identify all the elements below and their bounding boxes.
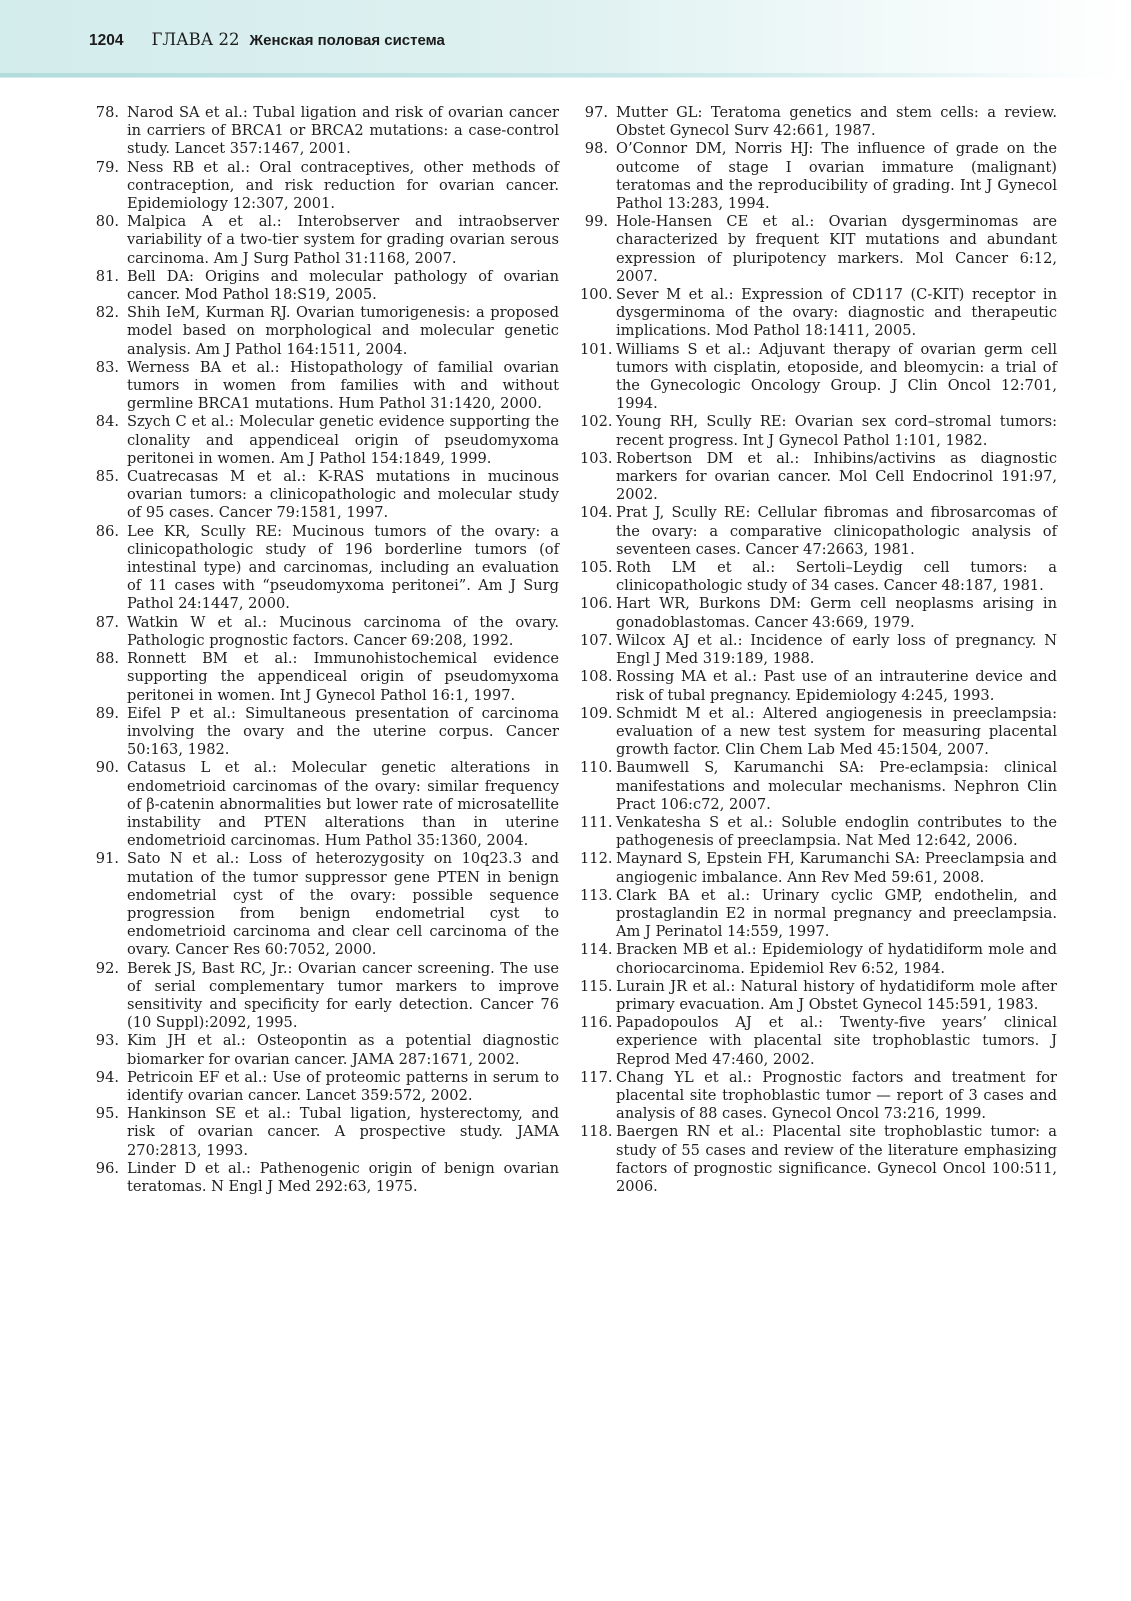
reference-number: 111.: [580, 813, 613, 831]
reference-text: Clark BA et al.: Urinary cyclic GMP, endothelin, and prostaglandin E2 in normal pregnancy and preeclampsia. Am J Perinatol 14:559, 1997.: [616, 886, 1057, 941]
reference-text: Rossing MA et al.: Past use of an intrauterine device and risk of tubal pregnancy. Epidemiology 4:245, 1993.: [616, 668, 1057, 704]
reference-text: Kim JH et al.: Osteopontin as a potential diagnostic biomarker for ovarian cancer. JAMA 287:1671, 2002.: [127, 1032, 559, 1068]
reference-item: [580, 413, 1057, 449]
reference-number: 114.: [580, 941, 613, 959]
reference-text: Berek JS, Bast RC, Jr.: Ovarian cancer screening. The use of serial complementary tumor markers to improve sensitivity and specificity for early detection. Cancer 76 (10 Suppl):2092, 1995.: [127, 959, 559, 1032]
reference-item: [580, 559, 1057, 595]
reference-number: 105.: [580, 559, 613, 577]
reference-number: 107.: [580, 631, 613, 649]
reference-number: 81.: [95, 267, 119, 285]
reference-text: Szych C et al.: Molecular genetic evidence supporting the clonality and appendiceal origin of pseudomyxoma peritonei in women. Am J Pathol 154:1849, 1999.: [127, 413, 559, 467]
reference-number: 86.: [95, 522, 119, 540]
reference-number: 104.: [580, 504, 613, 522]
reference-text: Baergen RN et al.: Placental site trophoblastic tumor: a study of 55 cases and review of the literature emphasizing factors of prognostic significance. Gynecol Oncol 100:511, 2006.: [616, 1123, 1057, 1195]
reference-item: [580, 595, 1057, 631]
reference-number: 91.: [95, 850, 119, 868]
reference-text: Mutter GL: Teratoma genetics and stem cells: a review. Obstet Gynecol Surv 42:661, 1987.: [616, 104, 1057, 140]
reference-text: Werness BA et al.: Histopathology of familial ovarian tumors in women from families with and without germline BRCA1 mutations. Hum Pathol 31:1420, 2000.: [127, 358, 559, 413]
reference-item: [580, 341, 1057, 414]
reference-item: [580, 941, 1057, 977]
reference-number: 94.: [95, 1068, 119, 1086]
reference-item: [95, 960, 559, 1033]
reference-text: Ness RB et al.: Oral contraceptives, other methods of contraception, and risk reduction for ovarian cancer. Epidemiology 12:307, 2001.: [127, 158, 559, 213]
reference-item: [95, 104, 559, 159]
reference-text: Hankinson SE et al.: Tubal ligation, hysterectomy, and risk of ovarian cancer. A prospective study. JAMA 270:2813, 1993.: [127, 1105, 559, 1159]
reference-text: Narod SA et al.: Tubal ligation and risk of ovarian cancer in carriers of BRCA1 or BRCA2 mutations: a case-control study. Lancet 357:1467, 2001.: [127, 104, 559, 158]
reference-number: 102.: [580, 413, 613, 431]
reference-number: 99.: [584, 213, 608, 231]
page-number: 1204: [89, 32, 124, 49]
reference-number: 103.: [580, 449, 613, 467]
reference-text: Maynard S, Epstein FH, Karumanchi SA: Preeclampsia and angiogenic imbalance. Ann Rev Med 59:61, 2008.: [616, 850, 1057, 886]
reference-item: [580, 504, 1057, 559]
references-column-left: [95, 104, 559, 1196]
reference-number: 101.: [580, 340, 613, 358]
reference-number: 118.: [580, 1123, 613, 1141]
reference-text: Schmidt M et al.: Altered angiogenesis in preeclampsia: evaluation of a new test system for measuring placental growth factor. Clin Chem Lab Med 45:1504, 2007.: [616, 704, 1057, 759]
reference-item: [580, 632, 1057, 668]
reference-text: Prat J, Scully RE: Cellular fibromas and fibrosarcomas of the ovary: a comparative clinicopathologic analysis of seventeen cases. Cancer 47:2663, 1981.: [616, 504, 1057, 558]
reference-text: Cuatrecasas M et al.: K-RAS mutations in mucinous ovarian tumors: a clinicopathologic and molecular study of 95 cases. Cancer 79:1581, 1997.: [127, 468, 559, 522]
reference-item: [580, 140, 1057, 213]
reference-text: Young RH, Scully RE: Ovarian sex cord–stromal tumors: recent progress. Int J Gynecol Pathol 1:101, 1982.: [616, 413, 1057, 449]
running-head: [89, 29, 445, 51]
references-column-right: [580, 104, 1057, 1196]
reference-item: [95, 523, 559, 614]
reference-number: 112.: [580, 850, 613, 868]
header-rule: [0, 73, 1131, 77]
reference-number: 83.: [95, 358, 119, 376]
reference-text: Roth LM et al.: Sertoli–Leydig cell tumors: a clinicopathologic study of 34 cases. Cancer 48:187, 1981.: [616, 559, 1057, 595]
reference-item: [95, 650, 559, 705]
reference-item: [95, 614, 559, 650]
reference-item: [95, 850, 559, 959]
reference-item: [95, 759, 559, 850]
reference-number: 89.: [95, 704, 119, 722]
reference-item: [580, 759, 1057, 814]
reference-text: Lee KR, Scully RE: Mucinous tumors of the ovary: a clinicopathologic study of 196 borderline tumors (of intestinal type) and carcinomas, including an evaluation of 11 cases with “pseudomyxoma peritonei”. Am J Surg Pathol 24:1447, 2000.: [127, 522, 559, 613]
reference-number: 87.: [95, 613, 119, 631]
reference-item: [580, 1014, 1057, 1069]
reference-text: Linder D et al.: Pathenogenic origin of benign ovarian teratomas. N Engl J Med 292:63, 1975.: [127, 1159, 559, 1195]
reference-number: 106.: [580, 595, 613, 613]
reference-item: [580, 850, 1057, 886]
reference-number: 98.: [584, 140, 608, 158]
reference-item: [95, 705, 559, 760]
reference-item: [95, 213, 559, 268]
reference-item: [580, 450, 1057, 505]
reference-number: 90.: [95, 759, 119, 777]
reference-text: Hole-Hansen CE et al.: Ovarian dysgerminomas are characterized by frequent KIT mutations and abundant expression of pluripotency markers. Mol Cancer 6:12, 2007.: [616, 213, 1057, 285]
reference-number: 78.: [95, 104, 119, 121]
reference-number: 108.: [580, 668, 613, 686]
reference-item: [95, 268, 559, 304]
chapter-title: Женская половая система: [249, 32, 445, 49]
reference-item: [580, 705, 1057, 760]
reference-number: 110.: [580, 759, 613, 777]
reference-text: Bell DA: Origins and molecular pathology of ovarian cancer. Mod Pathol 18:S19, 2005.: [127, 267, 559, 304]
reference-item: [95, 304, 559, 359]
reference-item: [95, 413, 559, 468]
reference-number: 93.: [95, 1032, 119, 1050]
reference-item: [580, 814, 1057, 850]
reference-number: 100.: [580, 286, 613, 304]
reference-text: Shih IeM, Kurman RJ. Ovarian tumorigenesis: a proposed model based on morphological and molecular genetic analysis. Am J Pathol 164:1511, 2004.: [127, 304, 559, 358]
page-header: [0, 0, 1131, 78]
reference-item: [580, 286, 1057, 341]
reference-text: Venkatesha S et al.: Soluble endoglin contributes to the pathogenesis of preeclampsia. Nat Med 12:642, 2006.: [616, 813, 1057, 850]
reference-text: Wilcox AJ et al.: Incidence of early loss of pregnancy. N Engl J Med 319:189, 1988.: [616, 631, 1057, 668]
reference-item: [580, 668, 1057, 704]
reference-number: 115.: [580, 977, 613, 995]
reference-item: [580, 213, 1057, 286]
reference-text: Bracken MB et al.: Epidemiology of hydatidiform mole and choriocarcinoma. Epidemiol Rev 6:52, 1984.: [616, 941, 1057, 977]
reference-item: [95, 1160, 559, 1196]
reference-text: Watkin W et al.: Mucinous carcinoma of the ovary. Pathologic prognostic factors. Cancer 69:208, 1992.: [127, 613, 559, 649]
reference-number: 96.: [95, 1159, 119, 1177]
reference-number: 97.: [584, 104, 608, 121]
reference-item: [580, 887, 1057, 942]
reference-text: O’Connor DM, Norris HJ: The influence of grade on the outcome of stage I ovarian immature (malignant) teratomas and the reproducibility of grading. Int J Gynecol Pathol 13:283, 1994.: [616, 140, 1057, 213]
reference-text: Sever M et al.: Expression of CD117 (C-KIT) receptor in dysgerminoma of the ovary: diagnostic and therapeutic implications. Mod Pathol 18:1411, 2005.: [616, 286, 1057, 340]
reference-number: 95.: [95, 1105, 119, 1123]
reference-text: Williams S et al.: Adjuvant therapy of ovarian germ cell tumors with cisplatin, etoposide, and bleomycin: a trial of the Gynecologic Oncology Group. J Clin Oncol 12:701, 1994.: [616, 340, 1057, 413]
reference-number: 84.: [95, 413, 119, 431]
reference-item: [95, 468, 559, 523]
reference-number: 109.: [580, 704, 613, 722]
reference-number: 116.: [580, 1014, 613, 1032]
reference-number: 79.: [95, 158, 119, 176]
reference-text: Ronnett BM et al.: Immunohistochemical evidence supporting the appendiceal origin of pseudomyxoma peritonei in women. Int J Gynecol Pathol 16:1, 1997.: [127, 650, 559, 704]
reference-text: Papadopoulos AJ et al.: Twenty-five years’ clinical experience with placental site trophoblastic tumors. J Reprod Med 47:460, 2002.: [616, 1014, 1057, 1068]
reference-number: 88.: [95, 650, 119, 668]
reference-item: [580, 104, 1057, 140]
reference-item: [95, 359, 559, 414]
reference-text: Petricoin EF et al.: Use of proteomic patterns in serum to identify ovarian cancer. Lancet 359:572, 2002.: [127, 1068, 559, 1104]
reference-item: [95, 159, 559, 214]
reference-item: [580, 1123, 1057, 1196]
reference-number: 113.: [580, 886, 613, 904]
reference-item: [580, 1069, 1057, 1124]
reference-item: [95, 1069, 559, 1105]
reference-item: [580, 978, 1057, 1014]
reference-number: 117.: [580, 1068, 613, 1086]
reference-item: [95, 1032, 559, 1068]
reference-text: Catasus L et al.: Molecular genetic alterations in endometrioid carcinomas of the ovary: similar frequency of β-catenin abnormalities but lower rate of microsatellite instability and PTEN alterations than in uterine endometrioid carcinomas. Hum Pathol 35:1360, 2004.: [127, 759, 559, 850]
reference-number: 80.: [95, 213, 119, 231]
reference-number: 92.: [95, 959, 119, 977]
reference-text: Robertson DM et al.: Inhibins/activins as diagnostic markers for ovarian cancer. Mol Cell Endocrinol 191:97, 2002.: [616, 449, 1057, 504]
reference-text: Hart WR, Burkons DM: Germ cell neoplasms arising in gonadoblastomas. Cancer 43:669, 1979.: [616, 595, 1057, 631]
reference-text: Chang YL et al.: Prognostic factors and treatment for placental site trophoblastic tumor — report of 3 cases and analysis of 88 cases. Gynecol Oncol 73:216, 1999.: [616, 1068, 1057, 1123]
reference-text: Lurain JR et al.: Natural history of hydatidiform mole after primary evacuation. Am J Obstet Gynecol 145:591, 1983.: [616, 977, 1057, 1013]
reference-text: Sato N et al.: Loss of heterozygosity on 10q23.3 and mutation of the tumor suppressor gene PTEN in benign endometrial cyst of the ovary: possible sequence progression from benign endometrial cyst to endometrioid carcinoma and clear cell carcinoma of the ovary. Cancer Res 60:7052, 2000.: [127, 850, 559, 959]
reference-text: Baumwell S, Karumanchi SA: Pre-eclampsia: clinical manifestations and molecular mechanisms. Nephron Clin Pract 106:c72, 2007.: [616, 759, 1057, 813]
chapter-label: ГЛАВА 22: [151, 30, 240, 49]
reference-item: [95, 1105, 559, 1160]
reference-number: 85.: [95, 468, 119, 486]
reference-text: Eifel P et al.: Simultaneous presentation of carcinoma involving the ovary and the uterine corpus. Cancer 50:163, 1982.: [127, 704, 559, 759]
reference-number: 82.: [95, 304, 119, 322]
reference-text: Malpica A et al.: Interobserver and intraobserver variability of a two-tier system for grading ovarian serous carcinoma. Am J Surg Pathol 31:1168, 2007.: [127, 213, 559, 267]
